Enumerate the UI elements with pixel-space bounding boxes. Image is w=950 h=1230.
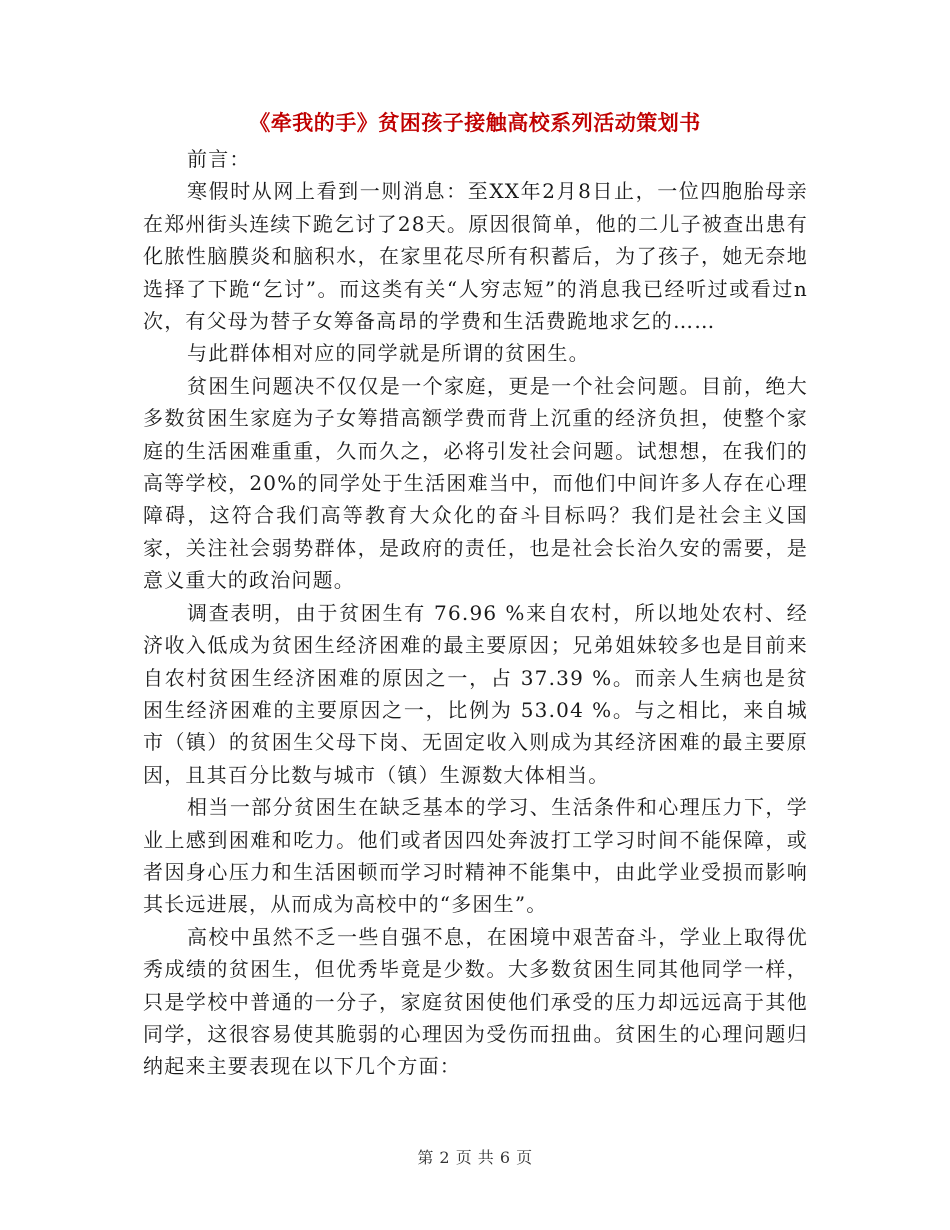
document-title: 《牵我的手》贫困孩子接触高校系列活动策划书 (249, 110, 701, 135)
paragraph-preface-heading: 前言： (187, 147, 251, 171)
paragraph-poor-students: 与此群体相对应的同学就是所谓的贫困生。 (187, 341, 590, 366)
paragraph-survey-results: 调查表明，由于贫困生有 76.96 %来自农村，所以地处农村、经济收入低成为贫困生经济困难的最主要原因；兄弟姐妹较多也是目前来自农村贫困生经济困难的原因之一，占 37.39 %。而亲人生病也是贫困生经济困难的主要原因之一，比例为 53.04 %。与之相比，来自城市（镇）的贫困生父母下岗、无固定收入则成为其经济困难的最主要原因，且其百分比数与城市（镇）生源数大体相当。 (143, 600, 808, 787)
paragraph-news-story: 寒假时从网上看到一则消息：至XX年2月8日止，一位四胞胎母亲在郑州街头连续下跪乞讨了28天。原因很简单，他的二儿子被查出患有化脓性脑膜炎和脑积水，在家里花尽所有积蓄后，为了孩子，她无奈地选择了下跪“乞讨”。而这类有关“人穷志短”的消息我已经听过或看过n次，有父母为替子女筹备高昂的学费和生活费跪地求乞的…… (143, 179, 808, 334)
document-body (143, 143, 808, 1083)
page-number-footer: 第 2 页 共 6 页 (417, 1148, 533, 1167)
paragraph-psychological-issues: 高校中虽然不乏一些自强不息，在困境中艰苦奋斗，学业上取得优秀成绩的贫困生，但优秀毕竟是少数。大多数贫困生同其他同学一样，只是学校中普通的一分子，家庭贫困使他们承受的压力却远远高于其他同学，这很容易使其脆弱的心理因为受伤而扭曲。贫困生的心理问题归纳起来主要表现在以下几个方面： (143, 924, 808, 1079)
paragraph-academic-difficulty: 相当一部分贫困生在缺乏基本的学习、生活条件和心理压力下，学业上感到困难和吃力。他们或者因四处奔波打工学习时间不能保障，或者因身心压力和生活困顿而学习时精神不能集中，由此学业受损而影响其长远进展，从而成为高校中的“多困生”。 (143, 795, 808, 917)
paragraph-social-problem: 贫困生问题决不仅仅是一个家庭，更是一个社会问题。目前，绝大多数贫困生家庭为子女筹措高额学费而背上沉重的经济负担，使整个家庭的生活困难重重，久而久之，必将引发社会问题。试想想，在我们的高等学校，20%的同学处于生活困难当中，而他们中间许多人存在心理障碍，这符合我们高等教育大众化的奋斗目标吗？我们是社会主义国家，关注社会弱势群体，是政府的责任，也是社会长治久安的需要，是意义重大的政治问题。 (143, 373, 808, 593)
